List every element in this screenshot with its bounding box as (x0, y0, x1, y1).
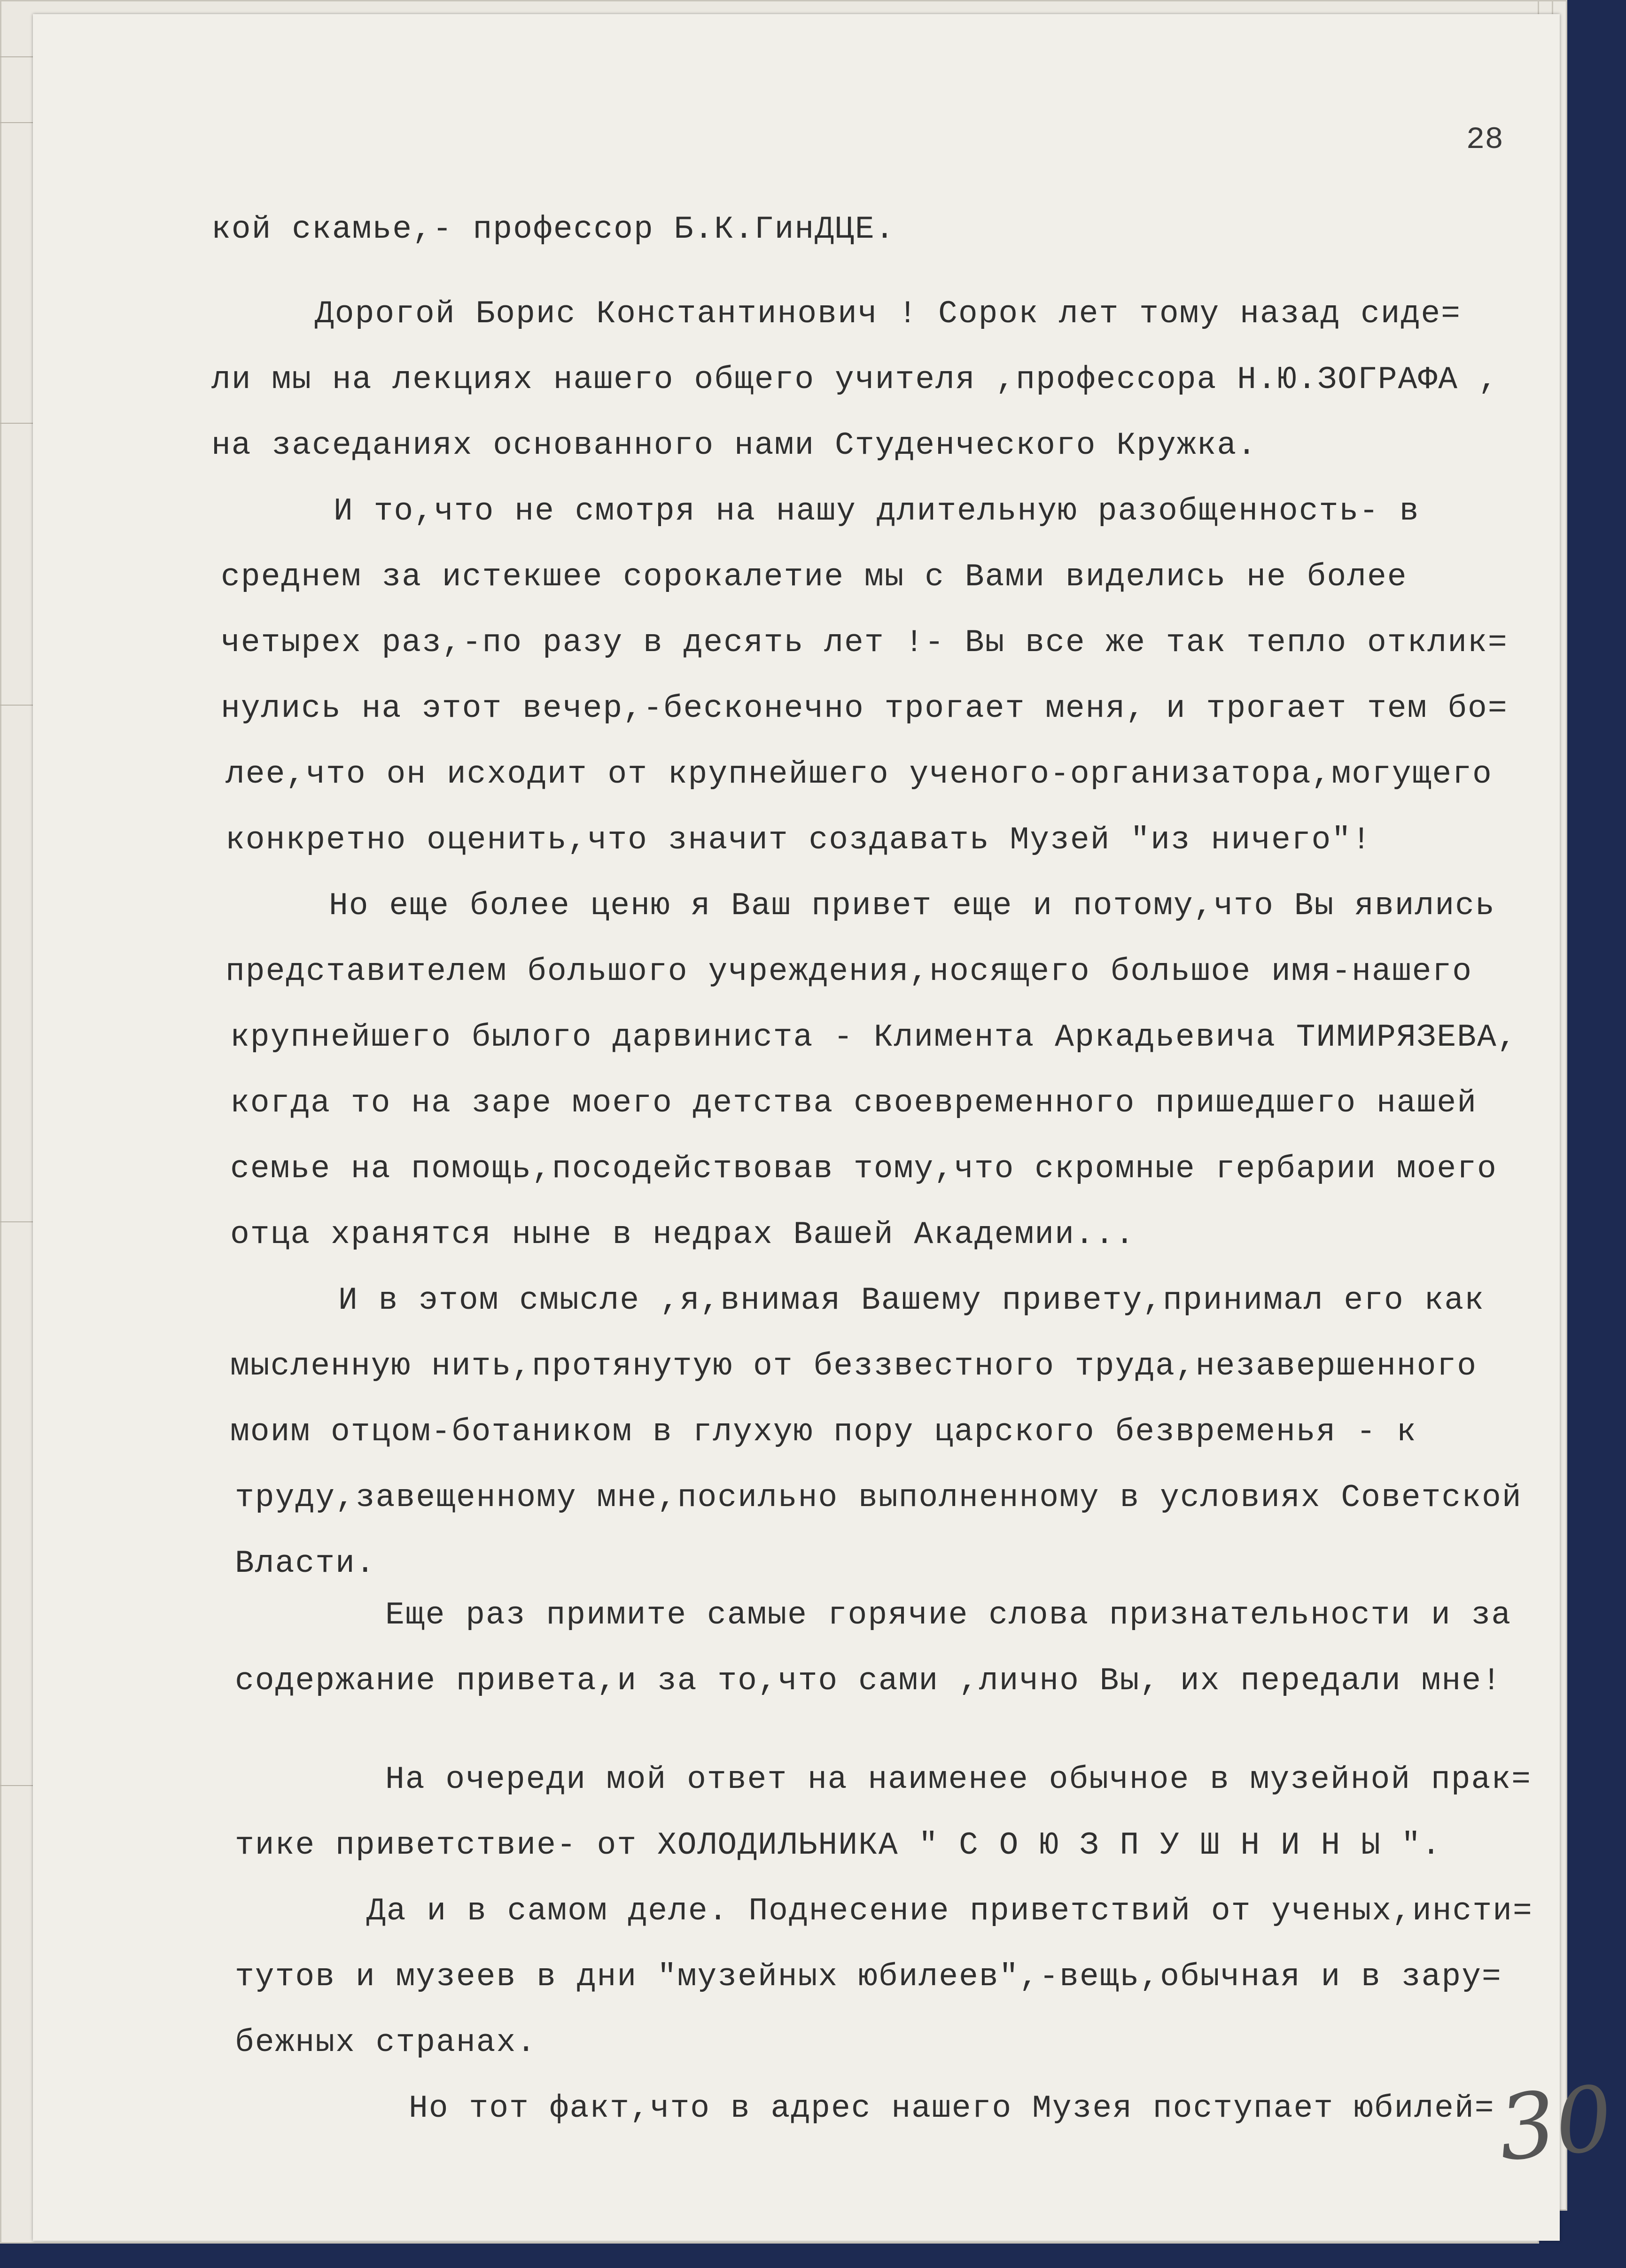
text-line: Но еще более ценю я Ваш привет еще и потому,что Вы явились (329, 888, 1495, 924)
text-line: крупнейшего былого дарвиниста - Климента Аркадьевича ТИМИРЯЗЕВА, (230, 1019, 1517, 1056)
text-line: труду,завещенному мне,посильно выполненному в условиях Советской (235, 1480, 1522, 1516)
text-line: мысленную нить,протянутую от беззвестного труда,незавершенного (230, 1348, 1478, 1384)
text-line: На очереди мой ответ на наименее обычное в музейной прак= (385, 1762, 1532, 1798)
text-line: когда то на заре моего детства своевременного пришедшего нашей (230, 1085, 1478, 1121)
stack-edge (0, 705, 33, 706)
text-line: Но тот факт,что в адрес нашего Музея поступает юбилей= (409, 2090, 1495, 2127)
text-line: представителем большого учреждения,носящего большое имя-нашего (226, 954, 1473, 990)
text-line: кой скамье,- профессор Б.К.ГинДЦЕ. (211, 211, 895, 248)
text-line: семье на помощь,посодействовав тому,что скромные гербарии моего (230, 1151, 1497, 1187)
stack-edge (0, 1221, 33, 1222)
page-number: 28 (1466, 122, 1503, 157)
text-line: среднем за истекшее сорокалетие мы с Вами виделись не более (221, 559, 1408, 595)
stack-edge (0, 122, 33, 123)
typewritten-page (33, 14, 1618, 2241)
text-line: бежных странах. (235, 2025, 537, 2061)
text-line: конкретно оценить,что значит создавать Музей "из ничего"! (226, 822, 1372, 858)
text-line: Дорогой Борис Константинович ! Сорок лет тому назад сиде= (315, 296, 1461, 332)
archive-folio-number: 30 (1494, 2066, 1618, 2182)
stack-edge (0, 1785, 33, 1786)
stack-edge (0, 56, 33, 57)
text-line: на заседаниях основанного нами Студенческого Кружка. (211, 427, 1257, 464)
text-line: четырех раз,-по разу в десять лет !- Вы все же так тепло отклик= (221, 625, 1508, 661)
text-line: ли мы на лекциях нашего общего учителя ,профессора Н.Ю.ЗОГРАФА , (211, 362, 1499, 398)
stack-edge (0, 423, 33, 424)
text-line: тутов и музеев в дни "музейных юбилеев",-вещь,обычная и в зару= (235, 1959, 1502, 1995)
text-line: тике приветствие- от ХОЛОДИЛЬНИКА " С О Ю З П У Ш Н И Н Ы ". (235, 1827, 1442, 1864)
text-line: Власти. (235, 1546, 376, 1582)
text-line: лее,что он исходит от крупнейшего ученого-организатора,могущего (226, 756, 1493, 792)
text-line: содержание привета,и за то,что сами ,лично Вы, их передали мне! (235, 1663, 1502, 1699)
text-line: отца хранятся ныне в недрах Вашей Академии... (230, 1217, 1136, 1253)
text-line: Да и в самом деле. Поднесение приветствий от ученых,инсти= (366, 1893, 1533, 1929)
text-line: Еще раз примите самые горячие слова признательности и за (385, 1597, 1512, 1633)
text-line: И в этом смысле ,я,внимая Вашему привету,принимал его как (338, 1282, 1485, 1319)
text-line: моим отцом-ботаником в глухую пору царского безвременья - к (230, 1414, 1417, 1450)
text-line: И то,что не смотря на нашу длительную разобщенность- в (334, 493, 1420, 529)
text-line: нулись на этот вечер,-бесконечно трогает меня, и трогает тем бо= (221, 691, 1508, 727)
